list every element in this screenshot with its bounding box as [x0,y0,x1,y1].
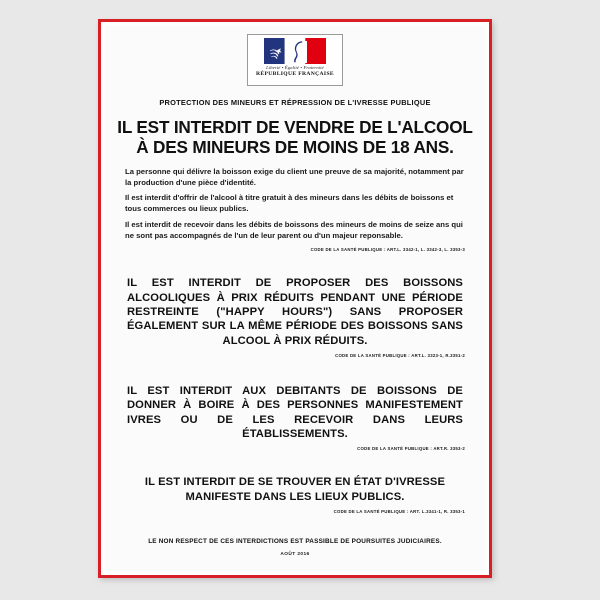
body-paragraph: La personne qui délivre la boisson exige du client une preuve de sa majorité, notamment par la production d'une pièce d'identité. [125,166,464,187]
legal-reference: CODE DE LA SANTÉ PUBLIQUE : ART.L. 3323-1, R.3351-2 [335,352,465,358]
legal-notice-poster [98,19,492,578]
logo-republic-label: RÉPUBLIQUE FRANÇAISE [255,71,335,77]
logo-devise: Liberté • Égalité • Fraternité [266,65,324,70]
legal-reference: CODE DE LA SANTÉ PUBLIQUE : ART.L. 3342-1, L. 3342-3, L. 3353-3 [310,247,465,253]
body-paragraph-block [125,167,465,243]
section-debitants-boissons: IL EST INTERDIT AUX DEBITANTS DE BOISSONS DE DONNER À BOIRE À DES PERSONNES MANIFESTEMENT IVRES OU DE LES RECEVOIR DANS LEURS ÉTABLISSEMENTS. [127,384,463,440]
footer-date: AOÛT 2016 [280,551,310,557]
section-ivresse-publique: IL EST INTERDIT DE SE TROUVER EN ÉTAT D'IVRESSE MANIFESTE DANS LES LIEUX PUBLICS. [144,476,446,503]
legal-reference: CODE DE LA SANTÉ PUBLIQUE : ART. L.3341-1, R. 3353-1 [333,508,465,514]
section-happy-hours: IL EST INTERDIT DE PROPOSER DES BOISSONS ALCOOLIQUES À PRIX RÉDUITS PENDANT UNE PÉRIODE RESTREINTE ("HAPPY HOURS") SANS PROPOSER ÉGALEMENT SUR LA MÊME PÉRIODE DES BOISSONS SANS ALCOOL À PRIX RÉDUITS. [127,277,463,347]
page-title-line-2: À DES MINEURS DE MOINS DE 18 ANS. [136,137,454,158]
body-paragraph: Il est interdit d'offrir de l'alcool à titre gratuit à des mineurs dans les débits de boissons et tous commerces ou lieux publics. [125,193,454,214]
legal-reference: CODE DE LA SANTÉ PUBLIQUE : ART.R. 3353-2 [357,446,465,452]
french-flag-marianne-icon [264,38,326,64]
page-title-line-1: IL EST INTERDIT DE VENDRE DE L'ALCOOL [117,117,473,137]
republique-francaise-logo [247,34,343,86]
logo-container [105,34,485,86]
poster-kicker: PROTECTION DES MINEURS ET RÉPRESSION DE L'IVRESSE PUBLIQUE [159,98,431,107]
poster-content-area [105,26,485,571]
page-title [117,117,473,158]
footer-warning: LE NON RESPECT DE CES INTERDICTIONS EST PASSIBLE DE POURSUITES JUDICIAIRES. [148,537,442,545]
body-paragraph: Il est interdit de recevoir dans les débits de boissons des mineurs de moins de seize ans qui ne sont pas accompagnés de l'un de leur parent ou d'un majeur reponsable. [125,220,463,241]
